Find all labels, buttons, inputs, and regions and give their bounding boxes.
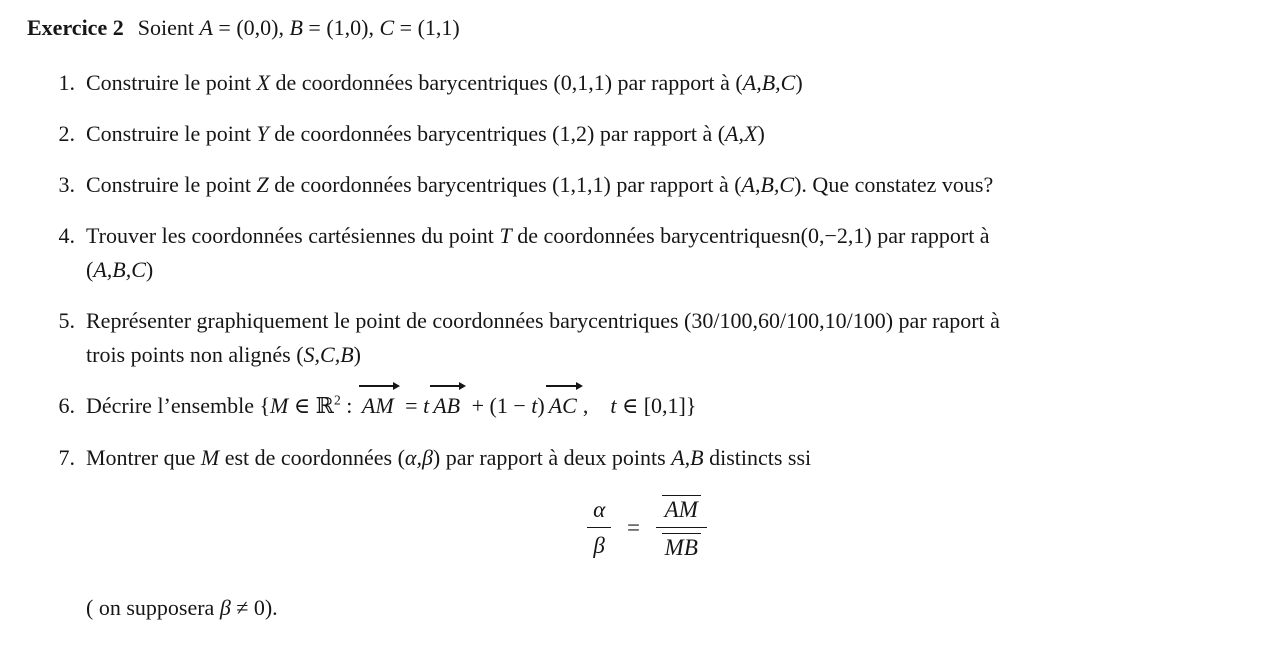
text-segment: ( on supposera: [86, 595, 220, 620]
item-number: 1.: [58, 70, 75, 95]
list-item-7: [27, 441, 1208, 475]
text-segment: de coordonnées barycentriques (1,1,1) par rapport à (: [268, 172, 742, 197]
item-text: [86, 441, 1208, 475]
math-var-A: A: [199, 15, 213, 40]
element-of-symbol: ∈: [288, 393, 316, 418]
text-segment: Construire le point: [86, 172, 257, 197]
item-line-2: [86, 253, 1208, 287]
overline-AM: AM: [662, 495, 701, 522]
item-line-1: [86, 304, 1208, 338]
text-segment: ): [145, 257, 154, 282]
math-vars-ABC: A,B,C: [93, 257, 146, 282]
colon-separator: :: [340, 393, 358, 418]
math-vars-SCB: S,C,B: [303, 342, 354, 367]
text-segment: Montrer que: [86, 445, 201, 470]
math-vars-AC: AC: [548, 393, 577, 418]
text-segment: est de coordonnées (: [219, 445, 405, 470]
math-var-t: t: [610, 393, 617, 418]
exercise-heading: [27, 12, 1208, 44]
math-var-beta: β: [219, 595, 231, 620]
math-var-C: C: [379, 15, 395, 40]
math-vars-AB: AB: [433, 393, 461, 418]
item-number: 2.: [58, 121, 75, 146]
math-var-t: t: [531, 393, 538, 418]
fraction-AM-MB: [656, 493, 707, 563]
item-text: [86, 66, 1208, 100]
list-item-4: [27, 219, 1208, 287]
text-segment: ). Que constatez vous?: [794, 172, 994, 197]
text-segment: Construire le point: [86, 121, 257, 146]
math-vars-AM: AM: [361, 393, 394, 418]
item-number: 5.: [58, 308, 75, 333]
superscript-2: 2: [333, 392, 341, 408]
math-var-t: t: [423, 393, 430, 418]
item-line-1: [86, 219, 1208, 253]
math-var-T: T: [499, 223, 512, 248]
denominator-wrapper: [656, 528, 707, 563]
close-paren: ): [537, 393, 545, 418]
intro-text: = (0,0),: [212, 15, 290, 40]
exercise-label: Exercice 2: [27, 15, 124, 40]
text-segment: de coordonnées barycentriquesn(0,−2,1) par rapport à: [511, 223, 990, 248]
math-var-Z: Z: [256, 172, 269, 197]
text-segment: Construire le point: [86, 70, 257, 95]
alpha-numerator: α: [587, 495, 611, 528]
text-segment: trois points non alignés (: [86, 342, 304, 367]
list-item-5: [27, 304, 1208, 372]
text-segment: ≠ 0).: [230, 595, 278, 620]
list-item-3: [27, 168, 1208, 202]
text-segment: ): [353, 342, 361, 367]
text-segment: + (1 −: [466, 393, 532, 418]
math-vars-ABC: A,B,C: [742, 70, 796, 95]
intro-text: = (1,0),: [302, 15, 380, 40]
math-vars-alpha-beta: α,β: [404, 445, 433, 470]
text-segment: (: [86, 257, 94, 282]
text-segment: Représenter graphiquement le point de coordonnées barycentriques (30/100,60/100,10/100) par raport à: [86, 308, 1000, 333]
item-number: 3.: [58, 172, 75, 197]
item-number: 4.: [58, 223, 75, 248]
math-var-Y: Y: [256, 121, 269, 146]
fraction-alpha-beta: [587, 495, 611, 561]
intro-text: = (1,1): [394, 15, 460, 40]
text-segment: de coordonnées barycentriques (0,1,1) par rapport à (: [269, 70, 743, 95]
beta-denominator: β: [593, 533, 605, 558]
math-var-M: M: [200, 445, 220, 470]
numerator-wrapper: [656, 493, 707, 528]
list-item-6: [27, 389, 1208, 424]
item-line-2: [86, 338, 1208, 372]
math-vars-AB: A,B: [671, 445, 704, 470]
math-var-B: B: [289, 15, 303, 40]
math-vars-AX: A,X: [725, 121, 758, 146]
equals-sign: =: [626, 515, 640, 540]
intro-text: Soient: [137, 15, 200, 40]
double-struck-R: ℝ: [315, 394, 334, 419]
text-segment: de coordonnées barycentriques (1,2) par rapport à (: [268, 121, 726, 146]
equals-sign: =: [399, 393, 424, 418]
text-segment: Décrire l’ensemble {: [86, 393, 271, 418]
overline-MB: MB: [662, 533, 701, 560]
text-segment: ): [795, 70, 803, 95]
text-segment: ∈ [0,1]}: [616, 393, 697, 418]
text-segment: ): [757, 121, 765, 146]
item-text: [86, 219, 1208, 287]
comma: ,: [582, 393, 589, 418]
text-segment: distincts ssi: [703, 445, 812, 470]
item-number: 7.: [58, 445, 75, 470]
display-equation: [86, 493, 1208, 563]
math-var-M: M: [270, 393, 289, 418]
list-item-1: [27, 66, 1208, 100]
item-number: 6.: [58, 393, 75, 418]
list-item-2: [27, 117, 1208, 151]
vector-AB: [430, 389, 463, 423]
vector-AM: [359, 389, 397, 423]
text-segment: ) par rapport à deux points: [432, 445, 672, 470]
item-text: [86, 168, 1208, 202]
math-var-X: X: [256, 70, 270, 95]
item-text: [86, 389, 1208, 424]
exercise-list: [27, 66, 1208, 623]
vector-AC: [546, 389, 580, 423]
footnote: [86, 593, 1208, 623]
item-text: [86, 304, 1208, 372]
item-text: [86, 117, 1208, 151]
text-segment: Trouver les coordonnées cartésiennes du point: [86, 223, 500, 248]
math-vars-ABC: A,B,C: [741, 172, 795, 197]
